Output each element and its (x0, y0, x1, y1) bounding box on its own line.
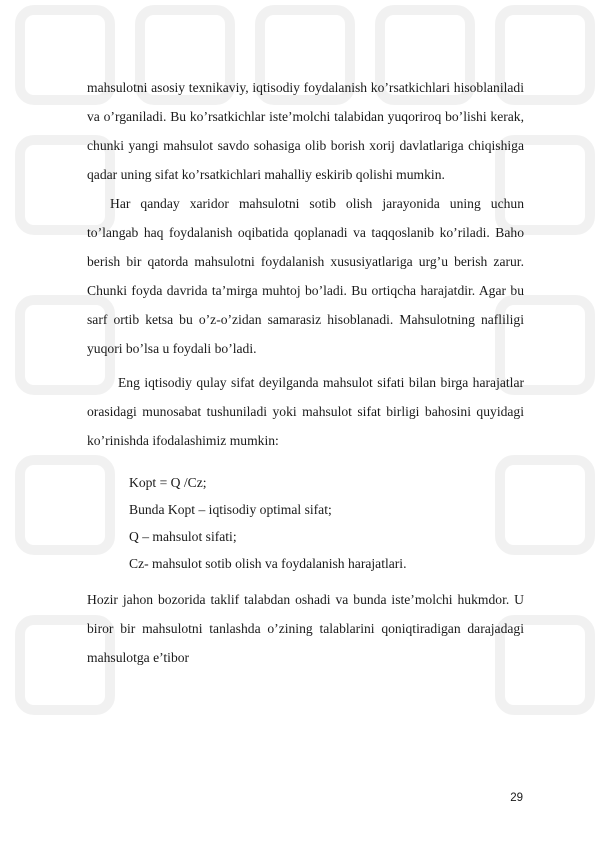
formula-definition-cz: Cz- mahsulot sotib olish va foydalanish harajatlari. (129, 556, 407, 571)
formula-definition-kopt: Bunda Kopt – iqtisodiy optimal sifat; (129, 502, 332, 517)
paragraph-3: Eng iqtisodiy qulay sifat deyilganda mahsulot sifati bilan birga harajatlar orasidagi munosabat tushuniladi yoki mahsulot sifat birligi bahosini quyidagi ko’rinishda ifodalashimiz mumkin: (87, 375, 524, 448)
page-number: 29 (510, 792, 523, 804)
formula-equation: Kopt = Q /Cz; (129, 475, 207, 490)
formula-block (87, 469, 524, 577)
paragraph-1: mahsulotni asosiy texnikaviy, iqtisodiy foydalanish ko’rsatkichlari hisoblaniladi va o’rganiladi. Bu ko’rsatkichlar iste’molchi talabidan yuqoriroq bo’lishi kerak, chunki yangi mahsulot savdo sohasiga olib borish xorij davlatlariga chiqishiga qadar uning sifat ko’rsatkichlari mahalliy eskirib qolishi mumkin. (87, 80, 524, 182)
page-content (87, 73, 524, 672)
paragraph-2: Har qanday xaridor mahsulotni sotib olish jarayonida uning uchun to’langab haq foydalanish oqibatida qoplanadi va taqqoslanib ko’riladi. Baho berish bir qatorda mahsulotni foydalanish xususiyatlariga urg’u berish zarur. Chunki foyda davrida ta’mirga muhtoj bo’ladi. Bu ortiqcha harajatdir. Agar bu sarf ortib ketsa bu o’z-o’zidan samarasiz hisoblanadi. Mahsulotning nafliligi yuqori bo’lsa u foydali bo’ladi. (87, 196, 524, 356)
formula-definition-q: Q – mahsulot sifati; (129, 529, 237, 544)
closing-paragraph: Hozir jahon bozorida taklif talabdan oshadi va bunda iste’molchi hukmdor. U biror bir mahsulotni tanlashda o’zining talablarini qoniqtiradigan darajadagi mahsulotga e’tibor (87, 592, 524, 665)
